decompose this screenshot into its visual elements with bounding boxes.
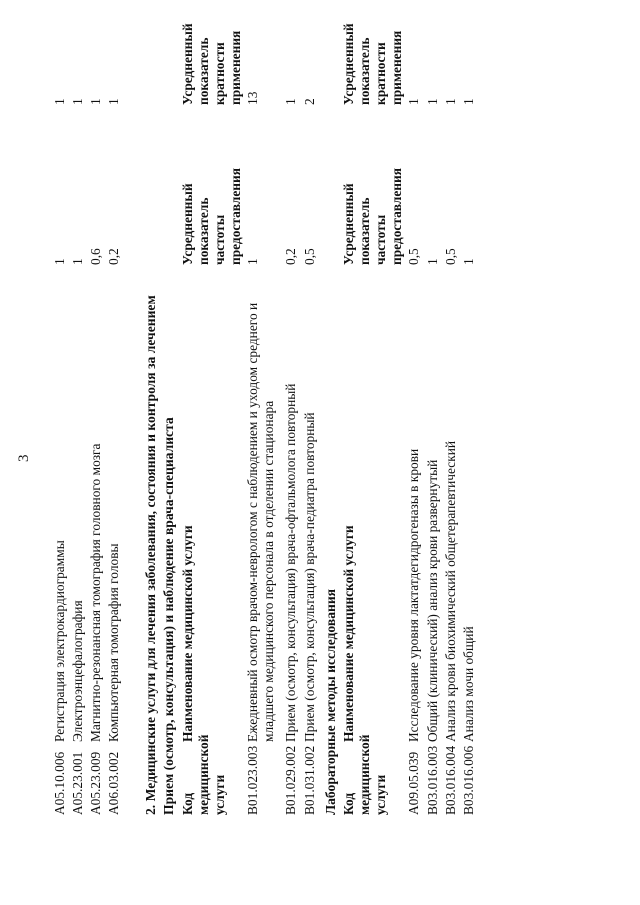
header-name: Наименование медицинской услуги — [341, 525, 356, 742]
page-number: 3 — [16, 454, 32, 462]
frequency-value: 1 — [461, 258, 476, 265]
table-row — [461, 0, 481, 905]
table-row — [425, 0, 445, 905]
header-code: Код медицинской услуги — [341, 734, 388, 815]
table-row — [406, 0, 426, 905]
service-code: A05.23.001 — [70, 751, 85, 815]
service-code: A05.10.006 — [52, 751, 67, 815]
multiplicity-value: 1 — [406, 98, 421, 105]
header-frequency: Усредненный показатель частоты предоставления — [341, 168, 404, 265]
multiplicity-value: 13 — [245, 91, 260, 105]
multiplicity-value: 1 — [283, 98, 298, 105]
table-row — [302, 0, 322, 905]
header-multiplicity: Усредненный показатель кратности применения — [180, 23, 243, 105]
frequency-value: 0,2 — [106, 248, 121, 265]
multiplicity-value: 1 — [461, 98, 476, 105]
multiplicity-value: 1 — [88, 98, 103, 105]
section-subtitle: Прием (осмотр, консультация) и наблюдение врача-специалиста — [161, 417, 176, 815]
service-name: Анализ мочи общий — [461, 626, 476, 742]
service-code: A06.03.002 — [106, 751, 121, 815]
frequency-value: 0,6 — [88, 248, 103, 265]
service-name: Прием (осмотр, консультация) врача-офтальмолога повторный — [283, 383, 298, 742]
table-row — [52, 0, 72, 905]
service-code: B01.031.002 — [302, 745, 317, 815]
service-name: Регистрация электрокардиограммы — [52, 540, 67, 742]
header-multiplicity: Усредненный показатель кратности применения — [341, 23, 404, 105]
header-name: Наименование медицинской услуги — [180, 525, 195, 742]
service-name: Магнитно-резонансная томография головного мозга — [88, 443, 103, 742]
multiplicity-value: 1 — [52, 98, 67, 105]
frequency-value: 1 — [245, 258, 260, 265]
frequency-value: 1 — [52, 258, 67, 265]
multiplicity-value: 1 — [70, 98, 85, 105]
frequency-value: 0,5 — [406, 248, 421, 265]
table-row — [106, 0, 126, 905]
multiplicity-value: 1 — [425, 98, 440, 105]
service-name: Анализ крови биохимический общетерапевтический — [443, 440, 458, 742]
table-row — [283, 0, 303, 905]
service-name: Компьютерная томография головы — [106, 543, 121, 742]
header-frequency: Усредненный показатель частоты предоставления — [180, 168, 243, 265]
header-code: Код медицинской услуги — [180, 734, 227, 815]
frequency-value: 1 — [425, 258, 440, 265]
frequency-value: 0,2 — [283, 248, 298, 265]
multiplicity-value: 1 — [106, 98, 121, 105]
table-row — [88, 0, 108, 905]
service-code: B01.029.002 — [283, 745, 298, 815]
service-name: Ежедневный осмотр врачом-неврологом с наблюдением и уходом среднего и младшего медицинского персонала в отделении стационара — [245, 302, 276, 742]
frequency-value: 1 — [70, 258, 85, 265]
service-code: A05.23.009 — [88, 751, 103, 815]
section-title: 2. Медицинские услуги для лечения заболевания, состояния и контроля за лечением — [143, 295, 158, 815]
service-name: Исследование уровня лактатдегидрогеназы в крови — [406, 448, 421, 742]
table-row — [443, 0, 463, 905]
frequency-value: 0,5 — [302, 248, 317, 265]
multiplicity-value: 2 — [302, 98, 317, 105]
service-code: B03.016.006 — [461, 745, 476, 815]
service-code: A09.05.039 — [406, 751, 421, 815]
service-name: Общий (клинический) анализ крови развернутый — [425, 459, 440, 742]
lab-subtitle: Лабораторные методы исследования — [323, 588, 338, 815]
service-name: Прием (осмотр, консультация) врача-педиатра повторный — [302, 412, 317, 742]
service-code: B03.016.003 — [425, 745, 440, 815]
frequency-value: 0,5 — [443, 248, 458, 265]
service-code: B03.016.004 — [443, 745, 458, 815]
table-row — [70, 0, 90, 905]
service-name: Электроэнцефалография — [70, 600, 85, 742]
service-code: B01.023.003 — [245, 745, 260, 815]
multiplicity-value: 1 — [443, 98, 458, 105]
